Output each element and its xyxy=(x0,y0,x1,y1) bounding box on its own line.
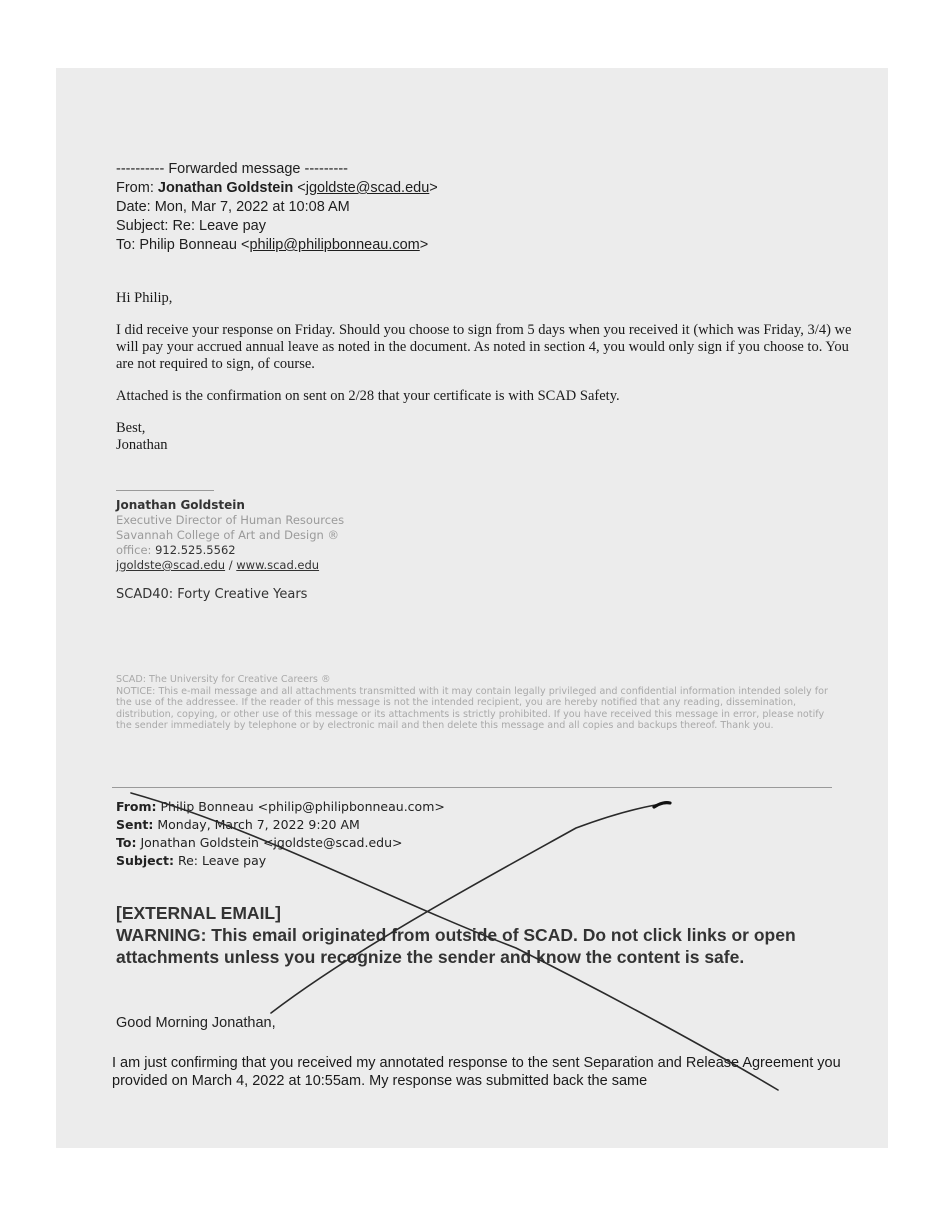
signature-title: Executive Director of Human Resources xyxy=(116,513,345,527)
original-from-line xyxy=(116,798,445,816)
office-phone: 912.525.5562 xyxy=(155,543,236,557)
original-subject-line xyxy=(116,852,445,870)
from-email-link[interactable]: jgoldste@scad.edu xyxy=(305,180,430,196)
orig-from-value: Philip Bonneau <philip@philipbonneau.com> xyxy=(160,799,445,814)
notice-heading: SCAD: The University for Creative Careers ® xyxy=(116,674,331,685)
forwarded-subject-line xyxy=(116,217,438,236)
signature-divider xyxy=(116,490,214,491)
signature-office xyxy=(116,543,344,558)
orig-subject-label: Subject: xyxy=(116,853,174,868)
signature-links xyxy=(116,558,344,573)
subject-label: Subject: xyxy=(116,218,169,234)
signoff: Jonathan xyxy=(116,437,168,453)
date-label: Date: xyxy=(116,199,151,215)
message-divider xyxy=(112,787,832,788)
original-message-header xyxy=(116,798,445,870)
orig-from-label: From: xyxy=(116,799,157,814)
orig-sent-label: Sent: xyxy=(116,817,154,832)
greeting: Hi Philip, xyxy=(116,290,173,306)
closing: Best, xyxy=(116,420,146,436)
warning-text: WARNING: This email originated from outside of SCAD. Do not click links or open attachments unless you recognize the sender and know the content is safe. xyxy=(116,925,796,967)
original-sent-line xyxy=(116,816,445,834)
signature-tagline: SCAD40: Forty Creative Years xyxy=(116,587,308,602)
forwarded-divider: ---------- Forwarded message --------- xyxy=(116,161,348,177)
paragraph: I did receive your response on Friday. Should you choose to sign from 5 days when you received it (which was Friday, 3/4) we will pay your accrued annual leave as noted in the document. As noted in section 4, you would only sign if you choose to. You are not required to sign, of course. xyxy=(116,322,852,372)
signature-name: Jonathan Goldstein xyxy=(116,498,245,512)
date-value: Mon, Mar 7, 2022 at 10:08 AM xyxy=(154,199,350,215)
to-name: Philip Bonneau xyxy=(139,237,237,253)
paragraph: Attached is the confirmation on sent on 2/28 that your certificate is with SCAD Safety. xyxy=(116,388,620,404)
subject-value: Re: Leave pay xyxy=(172,218,266,234)
message-body-1 xyxy=(116,290,866,469)
orig-to-label: To: xyxy=(116,835,137,850)
message-body-2: I am just confirming that you received my annotated response to the sent Separation and Release Agreement you provided on March 4, 2022 at 10:55am. My response was submitted back the same xyxy=(112,1055,841,1089)
external-email-warning xyxy=(116,902,856,968)
forwarded-from-line: From: Jonathan Goldstein <jgoldste@scad.edu> xyxy=(116,180,438,196)
external-tag: [EXTERNAL EMAIL] xyxy=(116,903,281,923)
orig-sent-value: Monday, March 7, 2022 9:20 AM xyxy=(157,817,360,832)
notice-text: NOTICE: This e-mail message and all attachments transmitted with it may contain legally privileged and confidential information intended solely for the use of the addressee. If the reader of this message is not the intended recipient, you are hereby notified that any reading, dissemination, distribution, copying, or other use of this message or its attachments is strictly prohibited. If you have received this message in error, please notify the sender immediately by telephone or by electronic mail and then delete this message and all copies and backups thereof. Thank you. xyxy=(116,685,828,732)
from-name: Jonathan Goldstein xyxy=(157,180,294,196)
signature-email-link[interactable]: jgoldste@scad.edu xyxy=(116,558,226,572)
website-link[interactable]: www.scad.edu xyxy=(236,558,320,572)
link-separator: / xyxy=(225,558,237,572)
original-to-line xyxy=(116,834,445,852)
orig-subject-value: Re: Leave pay xyxy=(177,853,267,868)
orig-to-value: Jonathan Goldstein <jgoldste@scad.edu> xyxy=(140,835,403,850)
scanned-page xyxy=(56,68,888,1148)
signature-org: Savannah College of Art and Design ® xyxy=(116,528,339,542)
from-label: From: xyxy=(116,180,154,196)
to-email-link[interactable]: philip@philipbonneau.com xyxy=(249,237,420,253)
forwarded-header xyxy=(116,160,438,255)
forwarded-date-line xyxy=(116,198,438,217)
email-signature xyxy=(116,498,344,573)
to-label: To: xyxy=(116,237,136,253)
forwarded-to-line: To: Philip Bonneau <philip@philipbonneau.com> xyxy=(116,237,429,253)
office-label: office: xyxy=(116,543,152,557)
confidentiality-notice xyxy=(116,674,836,732)
greeting-2: Good Morning Jonathan, xyxy=(116,1015,276,1031)
